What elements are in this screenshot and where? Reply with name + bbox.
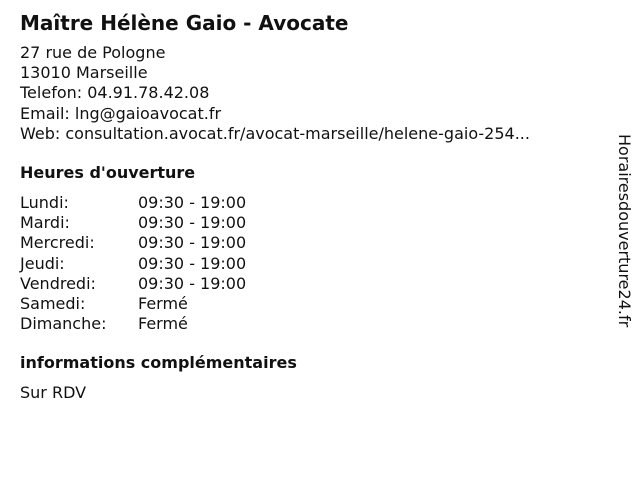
time-value: 09:30 - 19:00 xyxy=(138,253,247,273)
address-line-2: 13010 Marseille xyxy=(20,63,148,83)
time-value: Fermé xyxy=(138,314,188,334)
watermark-text: Horairesdouverture24.fr xyxy=(615,134,634,328)
hours-row-dimanche xyxy=(20,314,600,334)
business-card xyxy=(20,10,600,403)
day-label: Mardi: xyxy=(20,213,70,233)
business-title: Maître Hélène Gaio - Avocate xyxy=(20,11,349,35)
info-heading: informations complémentaires xyxy=(20,353,297,373)
day-label: Jeudi: xyxy=(20,253,65,273)
day-label: Vendredi: xyxy=(20,273,96,293)
address-line-1: 27 rue de Pologne xyxy=(20,43,166,62)
hours-row-mercredi xyxy=(20,233,600,253)
day-label: Mercredi: xyxy=(20,233,95,253)
hours-table xyxy=(20,193,600,334)
day-label: Dimanche: xyxy=(20,314,107,334)
hours-heading: Heures d'ouverture xyxy=(20,163,196,183)
web-line: Web: consultation.avocat.fr/avocat-marseille/helene-gaio-254... xyxy=(20,123,530,143)
hours-row-jeudi xyxy=(20,254,600,274)
contact-block xyxy=(20,43,600,144)
time-value: Fermé xyxy=(138,294,188,314)
site-watermark xyxy=(612,134,636,346)
time-value: 09:30 - 19:00 xyxy=(138,273,247,293)
phone-line: Telefon: 04.91.78.42.08 xyxy=(20,83,210,103)
hours-row-samedi xyxy=(20,294,600,314)
day-label: Lundi: xyxy=(20,193,69,213)
hours-row-lundi xyxy=(20,193,600,213)
hours-row-mardi xyxy=(20,213,600,233)
time-value: 09:30 - 19:00 xyxy=(138,233,247,253)
time-value: 09:30 - 19:00 xyxy=(138,193,247,213)
day-label: Samedi: xyxy=(20,294,86,314)
info-text: Sur RDV xyxy=(20,383,87,403)
email-line: Email: lng@gaioavocat.fr xyxy=(20,103,222,123)
hours-row-vendredi xyxy=(20,274,600,294)
time-value: 09:30 - 19:00 xyxy=(138,213,247,233)
